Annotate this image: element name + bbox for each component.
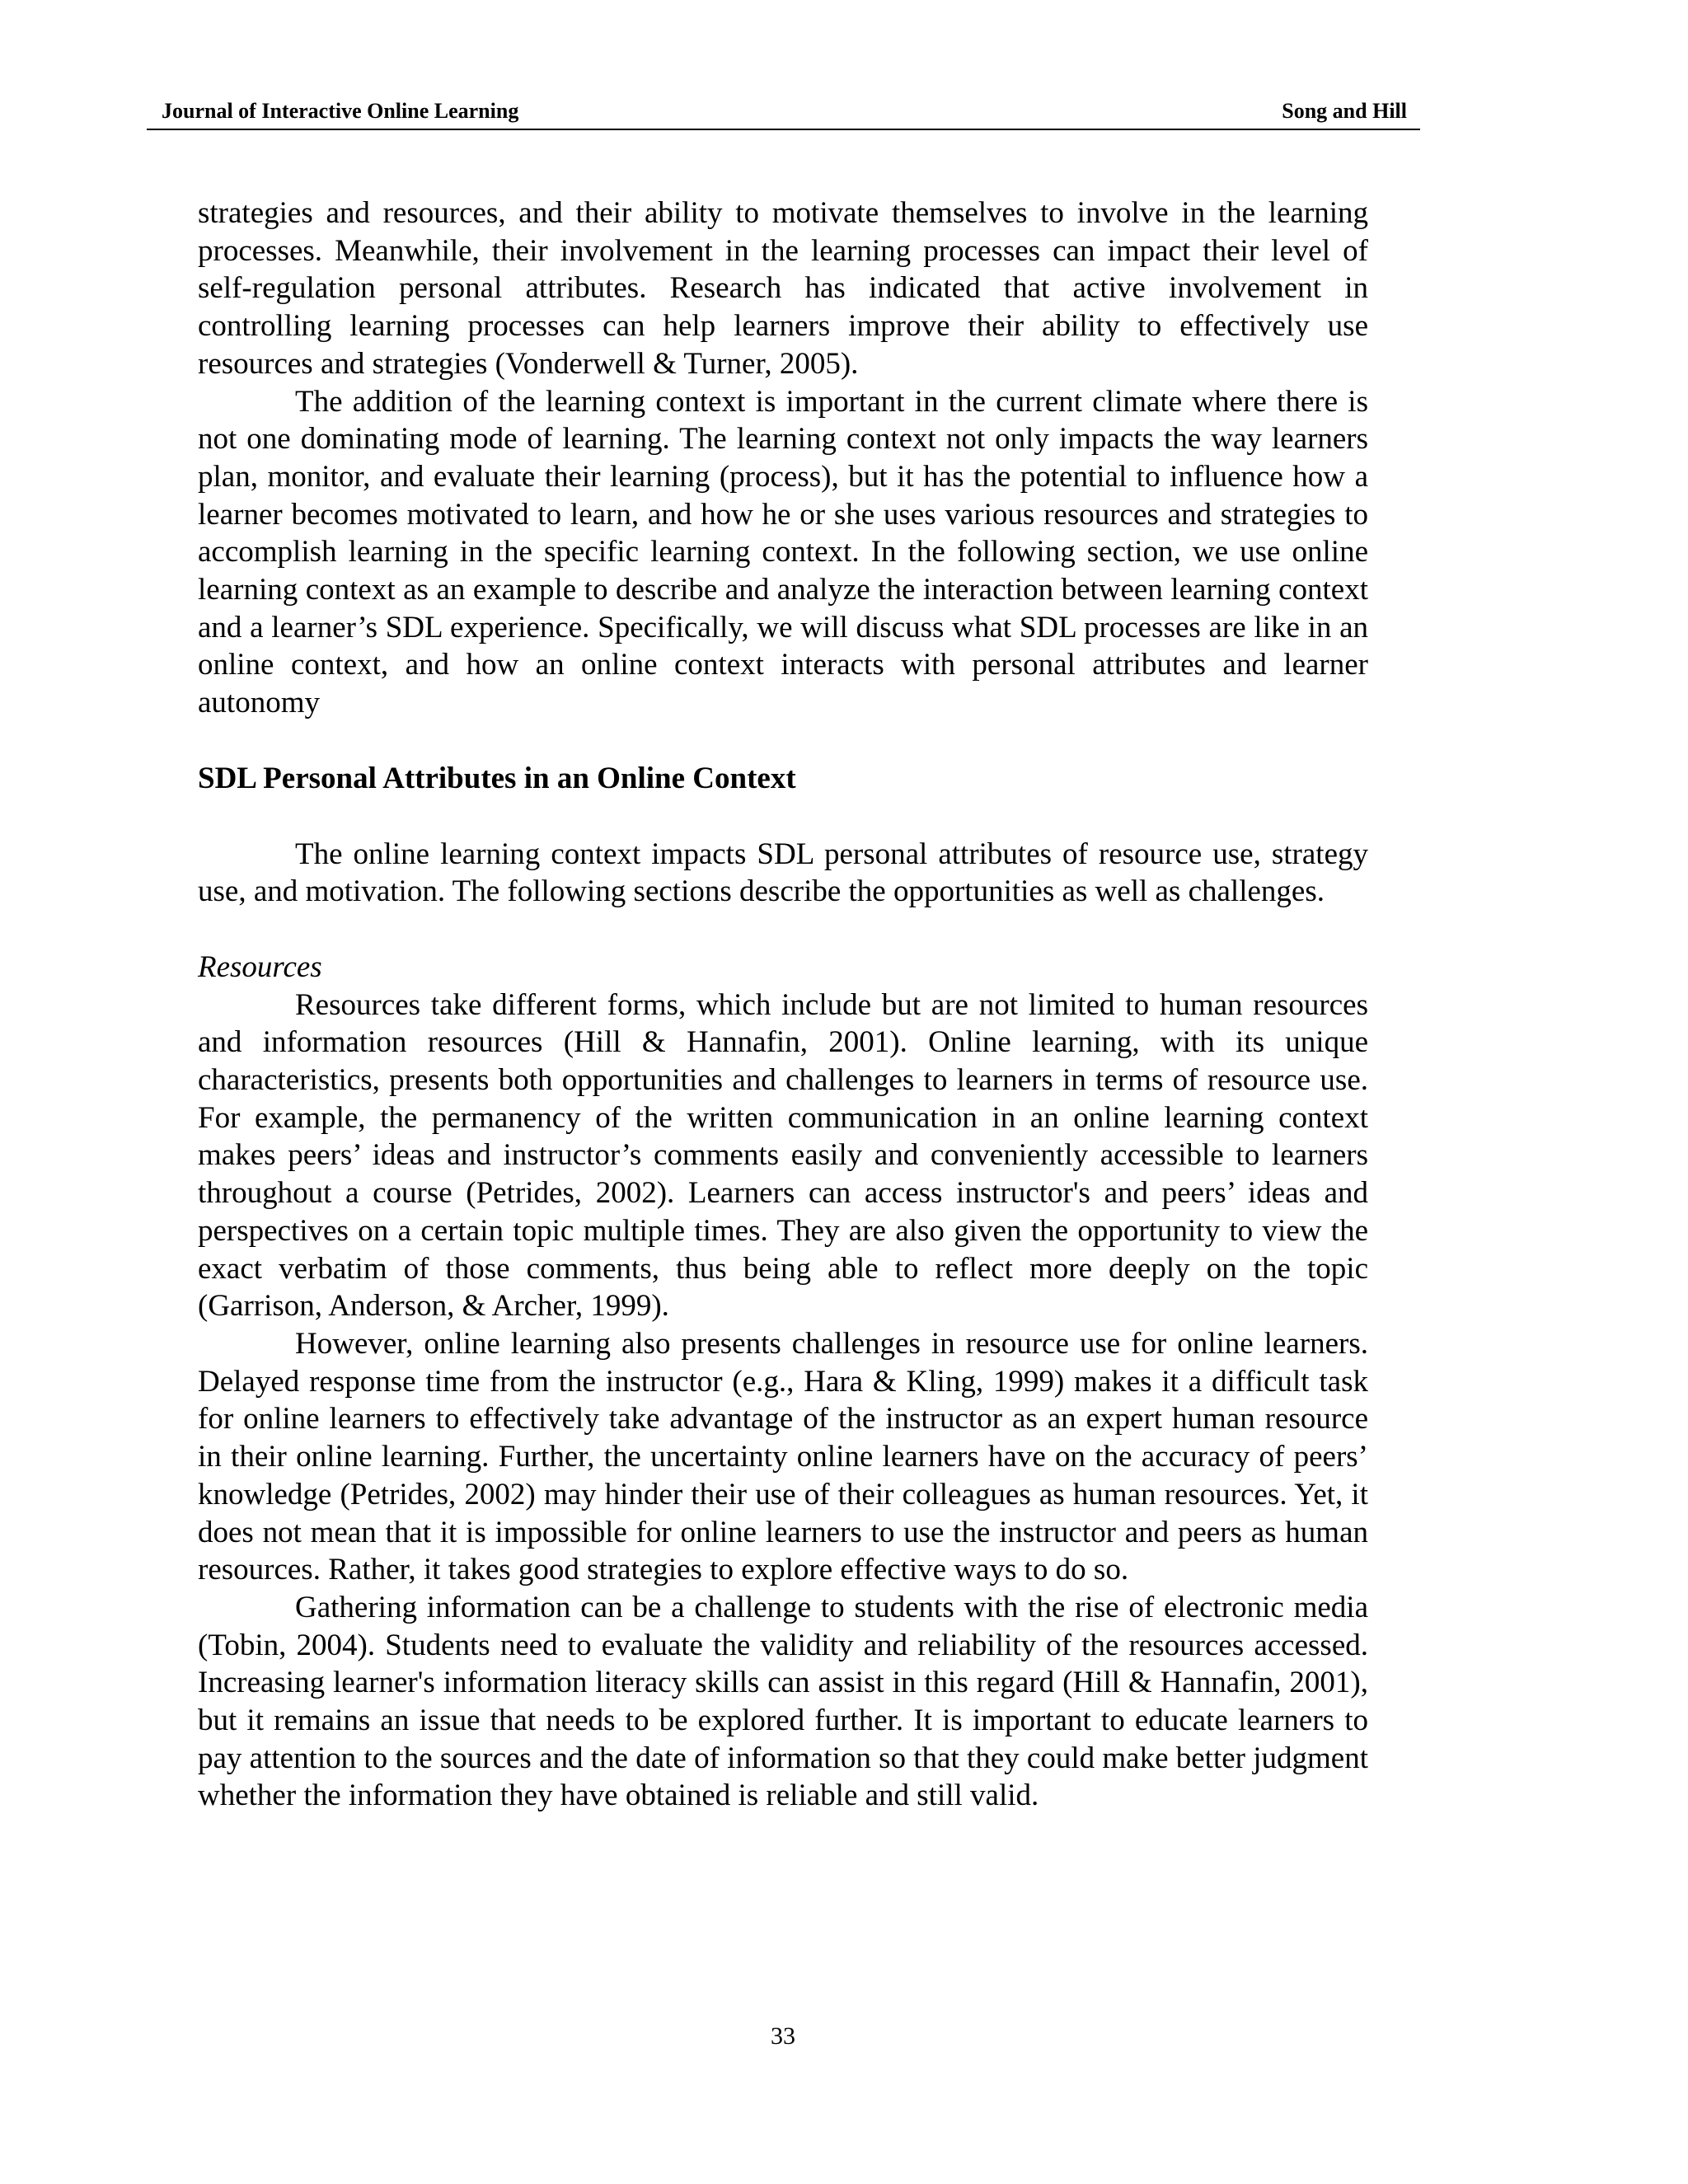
body-paragraph-1: strategies and resources, and their ability to motivate themselves to involve in the learning processes. Meanwhile, their involvement in the learning processes can impact their level of self-regulation personal attributes. Research has indicated that active involvement in controlling learning processes can help learners improve their ability to effectively use resources and strategies (Vonderwell & Turner, 2005).: [198, 196, 1368, 381]
resources-paragraph-2: However, online learning also presents challenges in resource use for online learners. Delayed response time from the instructor (e.g., Hara & Kling, 1999) makes it a difficult task for online learners to effectively take advantage of the instructor as an expert human resource in their online learning. Further, the uncertainty online learners have on the accuracy of peers’ knowledge (Petrides, 2002) may hinder their use of their colleagues as human resources. Yet, it does not mean that it is impossible for online learners to use the instructor and peers as human resources. Rather, it takes good strategies to explore effective ways to do so.: [198, 1326, 1368, 1587]
body-paragraph-2: The addition of the learning context is important in the current climate where there is not one dominating mode of learning. The learning context not only impacts the way learners plan, monitor, and evaluate their learning (process), but it has the potential to influence how a learner becomes motivated to learn, and how he or she uses various resources and strategies to accomplish learning in the specific learning context. In the following section, we use online learning context as an example to describe and analyze the interaction between learning context and a learner’s SDL experience. Specifically, we will discuss what SDL processes are like in an online context, and how an online context interacts with personal attributes and learner autonomy: [198, 384, 1368, 720]
section-intro-paragraph: The online learning context impacts SDL personal attributes of resource use, strategy use, and motivation. The following sections describe the opportunities as well as challenges.: [198, 837, 1368, 909]
page-body: [198, 194, 1368, 1815]
journal-title: Journal of Interactive Online Learning: [162, 99, 519, 123]
running-header: [147, 96, 1420, 130]
resources-paragraph-1: Resources take different forms, which include but are not limited to human resources and information resources (Hill & Hannafin, 2001). Online learning, with its unique characteristics, presents both opportunities and challenges to learners in terms of resource use. For example, the permanency of the written communication in an online learning context makes peers’ ideas and instructor’s comments easily and conveniently accessible to learners throughout a course (Petrides, 2002). Learners can access instructor's and peers’ ideas and perspectives on a certain topic multiple times. They are also given the opportunity to view the exact verbatim of those comments, thus being able to reflect more deeply on the topic (Garrison, Anderson, & Archer, 1999).: [198, 987, 1368, 1324]
running-authors: Song and Hill: [1282, 99, 1407, 123]
section-title: SDL Personal Attributes in an Online Context: [198, 761, 796, 795]
resources-paragraph-3: Gathering information can be a challenge to students with the rise of electronic media (Tobin, 2004). Students need to evaluate the validity and reliability of the resources accessed. Increasing learner's information literacy skills can assist in this regard (Hill & Hannafin, 2001), but it remains an issue that needs to be explored further. It is important to educate learners to pay attention to the sources and the date of information so that they could make better judgment whether the information they have obtained is reliable and still valid.: [198, 1590, 1368, 1813]
subheading-resources: Resources: [198, 949, 322, 984]
page-number: 33: [771, 2022, 795, 2050]
